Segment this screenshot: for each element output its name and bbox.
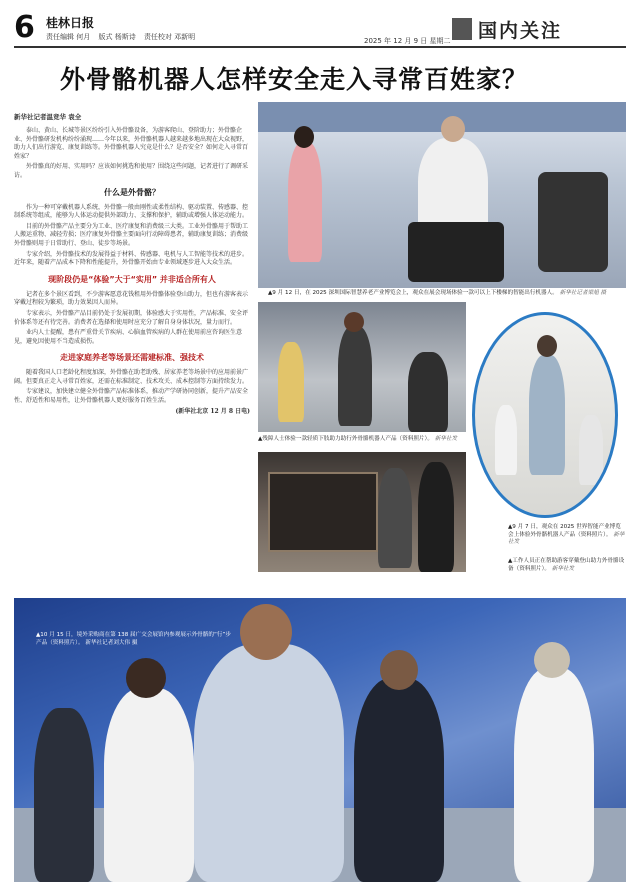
signoff: (新华社北京 12 月 8 日电)	[175, 407, 250, 415]
paragraph: 专家表示，外骨骼产品目前仍处于发展初期，体验感大于实用性，产品标准、安全评价体系等还有待完善。消费者在选择和使用时应充分了解自身身体状况，量力而行。	[14, 309, 249, 326]
caption-oval-photo	[508, 558, 626, 573]
caption-text: ▲工作人员正在帮助游客穿戴登山助力外骨骼设备（资料照片）。	[508, 558, 625, 572]
credit-editor: 责任编辑 何月	[46, 33, 91, 41]
credit-layout: 版式 杨斯诗	[98, 33, 136, 41]
section-heading: 什么是外骨骼？	[104, 187, 160, 197]
caption-photo4	[36, 632, 236, 647]
section-marker	[452, 18, 472, 40]
photo-credit: 新华社记者刘大伟 摄	[85, 639, 138, 646]
paragraph: 随着我国人口老龄化程度加深，外骨骼在助老助残、居家养老等场景中的应用前景广阔。但要真正走入寻常百姓家，还需在标准制定、技术攻关、成本控制等方面持续发力。	[14, 369, 249, 385]
paragraph: 专家建议，加快建立健全外骨骼产品标准体系，推动产学研协同创新，提升产品安全性、舒适性和易用性，让外骨骼机器人更好服务百姓生活。	[14, 388, 249, 405]
paragraph: 外骨骼真的好用、实用吗？应该如何挑选和使用？围绕这些问题，记者进行了调研采访。	[14, 163, 249, 179]
caption-photo1	[268, 290, 608, 298]
masthead	[14, 12, 626, 44]
caption-text: ▲9 月 7 日，观众在 2025 世界智能产业博览会上体验外骨骼机器人产品（资料照片）。	[508, 524, 621, 538]
paragraph: 作为一种可穿戴机器人系统，外骨骼一般由刚性或柔性结构、驱动装置、传感器、控制系统等组成，能够为人体运动提供外部助力、支撑和保护，辅助或增强人体运动能力。	[14, 203, 249, 220]
issue-date: 2025 年 12 月 9 日 星期二	[364, 37, 451, 45]
photo-credit: 新华社记者梁旭 摄	[559, 290, 607, 296]
caption-text: ▲9 月 12 日，在 2025 深圳国际智慧养老产业博览会上，观众在展会现场体验一款可以上下楼梯的智能出行机器人。	[268, 290, 558, 296]
page-number: 6	[14, 10, 35, 45]
photo-expo-visitors	[258, 452, 466, 572]
section-heading: 现阶段仍是“体验”大于“实用” 并非适合所有人	[48, 274, 216, 284]
headline: 外骨骼机器人怎样安全走入寻常百姓家？	[60, 65, 529, 94]
paragraph: 记者在多个景区看到，不少游客愿意花钱租用外骨骼体验登山助力，但也有游客表示穿戴过程较为繁琐，助力效果因人而异。	[14, 290, 249, 307]
photo-stair-robot	[258, 102, 626, 288]
section-heading: 走进家庭养老等场景还需建标准、强技术	[60, 353, 204, 363]
byline: 新华社记者温竞华 袁全	[14, 113, 82, 121]
caption-text: ▲10 月 15 日，境外采购商在第 138 届广交会展馆内参观展示外骨骼的“行”步产品（资料照片）。	[36, 632, 231, 646]
paper-name: 桂林日报	[46, 16, 95, 30]
photo-credit: 新华社发	[551, 565, 575, 572]
paragraph: 目前的外骨骼产品主要分为工业、医疗康复和消费级三大类。工业外骨骼用于帮助工人搬运重物、减轻劳损；医疗康复外骨骼主要面向行动障碍患者，辅助康复训练；消费级外骨骼则用于日常助行、登山、徒步等场景。	[14, 222, 249, 247]
section-title: 国内关注	[478, 20, 563, 42]
caption-text: ▲残障人士体验一款轻质下肢助力助行外骨骼机器人产品（资料照片）。	[258, 436, 433, 442]
photo-credit: 新华社发	[434, 436, 458, 442]
editor-credits	[46, 32, 201, 42]
paragraph: 泰山、黄山、长城等景区纷纷引入外骨骼设备，为游客爬山、登阶助力；外骨骼企业、外骨骼研发机构纷纷涌现……今年以来，外骨骼机器人越来越多地出现在大众视野，助力人们出行游览、康复训练等。外骨骼机器人究竟是什么？是否安全？如何走入寻常百姓家？	[14, 127, 249, 160]
caption-photo3	[508, 524, 626, 547]
photo-mountain-exoskeleton	[472, 312, 618, 518]
paragraph: 业内人士提醒，患有严重骨关节疾病、心脑血管疾病的人群在使用前应咨询医生意见，避免因使用不当造成损伤。	[14, 329, 243, 345]
article-body	[14, 112, 250, 416]
photo-exoskeleton-trial	[258, 302, 466, 432]
masthead-rule	[14, 46, 626, 48]
credit-proof: 责任校对 邓新明	[143, 33, 196, 41]
caption-photo2	[258, 436, 468, 444]
photo-credit: 新华社发	[508, 531, 625, 545]
paragraph: 专家介绍，外骨骼技术的发展得益于材料、传感器、电机与人工智能等技术的进步。近年来，随着产品成本下降和性能提升，外骨骼开始由专业领域逐步进入大众生活。	[14, 250, 249, 267]
